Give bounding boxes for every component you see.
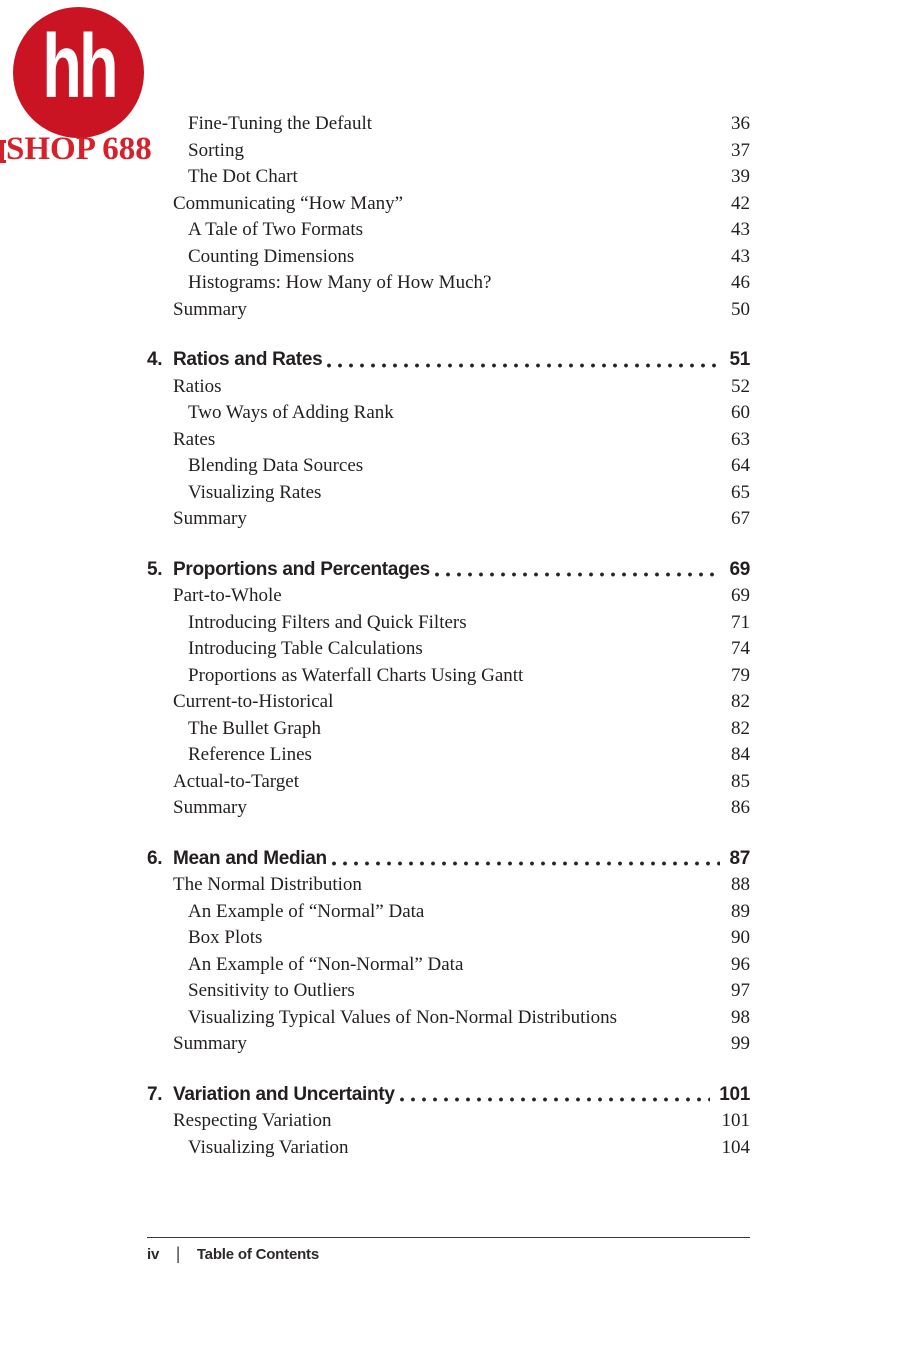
clipped-glyph [0, 140, 6, 163]
toc-entry [147, 978, 750, 1005]
toc-entry-page-number: 42 [731, 192, 750, 214]
toc-entry [147, 1135, 750, 1162]
toc-entry-page-number: 64 [731, 455, 750, 476]
folio-page-number: iv [147, 1246, 160, 1263]
toc-entry [147, 925, 750, 952]
chapter-heading [147, 1082, 750, 1109]
toc-entry-label: Reference Lines [188, 744, 312, 765]
toc-entry-label: Blending Data Sources [188, 455, 364, 476]
toc-entry [147, 636, 750, 663]
toc-entry-label: An Example of “Non-Normal” Data [188, 953, 464, 975]
footer-rule [147, 1237, 750, 1238]
chapter-heading [147, 347, 750, 374]
toc-entry-page-number: 43 [731, 245, 750, 267]
toc-entry-label: Rates [173, 428, 216, 450]
toc-entry-page-number: 89 [731, 900, 750, 922]
toc-entry-page-number: 85 [731, 770, 750, 792]
toc-entry-label: Sensitivity to Outliers [188, 980, 355, 1001]
toc-entry-label: Visualizing Typical Values of Non-Normal Distributions [188, 1006, 618, 1028]
toc-entry-page-number: 82 [731, 691, 750, 712]
toc-entry-page-number: 67 [731, 508, 750, 529]
chapter-number: 4. [147, 349, 163, 370]
toc-entry [147, 1005, 750, 1032]
toc-entry-page-number: 71 [731, 611, 750, 633]
toc-entry [147, 374, 750, 401]
toc-entry-page-number: 65 [731, 481, 750, 503]
dot-leader [327, 363, 720, 368]
logo-monogram: hh [41, 16, 116, 117]
dot-leader [332, 861, 721, 866]
toc-entry [147, 769, 750, 796]
toc-section [147, 111, 750, 323]
toc-entry [147, 1108, 750, 1135]
toc-entry-page-number: 69 [731, 585, 750, 606]
toc-entry-page-number: 63 [731, 428, 750, 450]
toc-entry-label: A Tale of Two Formats [188, 219, 364, 240]
toc-entry [147, 400, 750, 427]
toc-entry [147, 795, 750, 822]
toc-entry [147, 480, 750, 507]
toc-section [147, 846, 750, 1058]
toc-entry-page-number: 88 [731, 874, 750, 895]
dot-leader [400, 1097, 711, 1102]
toc-entry-page-number: 74 [731, 638, 750, 659]
toc-entry [147, 899, 750, 926]
dot-leader [435, 572, 721, 577]
table-of-contents [147, 111, 750, 1161]
toc-entry-label: Summary [173, 1033, 247, 1054]
toc-entry-label: The Normal Distribution [173, 874, 362, 895]
toc-entry-label: Communicating “How Many” [173, 192, 404, 214]
toc-entry-page-number: 104 [721, 1136, 750, 1158]
toc-section [147, 1082, 750, 1162]
toc-entry-page-number: 98 [731, 1006, 750, 1028]
toc-entry [147, 427, 750, 454]
chapter-page-number: 87 [729, 847, 750, 869]
toc-entry-page-number: 52 [731, 375, 750, 397]
toc-entry [147, 663, 750, 690]
footer-separator: | [176, 1244, 180, 1265]
footer-label: Table of Contents [196, 1246, 319, 1263]
toc-entry-label: Visualizing Variation [188, 1136, 349, 1158]
toc-entry-page-number: 82 [731, 717, 750, 739]
toc-entry [147, 506, 750, 533]
toc-entry-page-number: 97 [731, 980, 750, 1001]
toc-entry [147, 191, 750, 218]
toc-entry-label: Visualizing Rates [188, 481, 322, 503]
toc-entry [147, 742, 750, 769]
toc-entry-label: Part-to-Whole [173, 585, 282, 606]
toc-entry-label: Box Plots [188, 927, 263, 948]
toc-entry-page-number: 90 [731, 927, 750, 948]
toc-entry-label: Current-to-Historical [173, 691, 334, 712]
toc-entry [147, 217, 750, 244]
toc-entry-label: Sorting [188, 139, 244, 161]
toc-entry-label: The Dot Chart [188, 166, 298, 187]
toc-entry [147, 453, 750, 480]
toc-entry-label: Ratios [173, 375, 222, 397]
toc-entry [147, 583, 750, 610]
chapter-title: Mean and Median [173, 847, 327, 869]
toc-entry-label: Two Ways of Adding Rank [188, 402, 394, 423]
toc-entry-page-number: 86 [731, 797, 750, 818]
toc-entry-page-number: 36 [731, 113, 750, 134]
toc-entry-page-number: 84 [731, 744, 750, 765]
toc-entry-label: Summary [173, 797, 247, 818]
toc-entry-label: Histograms: How Many of How Much? [188, 272, 492, 293]
chapter-title: Proportions and Percentages [173, 558, 430, 580]
toc-entry-label: Introducing Filters and Quick Filters [188, 611, 467, 633]
chapter-number: 7. [147, 1083, 163, 1105]
toc-entry [147, 270, 750, 297]
toc-entry-label: The Bullet Graph [188, 717, 321, 739]
toc-entry-page-number: 50 [731, 298, 750, 320]
chapter-number: 5. [147, 558, 163, 580]
toc-entry-label: Summary [173, 508, 247, 529]
toc-entry-page-number: 96 [731, 953, 750, 975]
toc-entry [147, 952, 750, 979]
toc-entry [147, 244, 750, 271]
toc-entry-page-number: 37 [731, 139, 750, 161]
toc-entry [147, 689, 750, 716]
toc-entry-label: Summary [173, 298, 247, 320]
toc-entry [147, 164, 750, 191]
toc-entry-label: Proportions as Waterfall Charts Using Gantt [188, 664, 524, 686]
chapter-heading [147, 846, 750, 873]
chapter-title: Ratios and Rates [173, 349, 323, 370]
toc-entry-label: An Example of “Normal” Data [188, 900, 425, 922]
toc-entry [147, 297, 750, 324]
toc-entry-page-number: 79 [731, 664, 750, 686]
toc-entry-page-number: 39 [731, 166, 750, 187]
logo-caption: SHOP 688 [6, 131, 152, 167]
toc-entry-page-number: 101 [721, 1110, 750, 1131]
toc-entry-page-number: 99 [731, 1033, 750, 1054]
chapter-page-number: 69 [729, 558, 750, 580]
toc-entry-label: Introducing Table Calculations [188, 638, 423, 659]
toc-entry [147, 716, 750, 743]
toc-entry-label: Actual-to-Target [173, 770, 299, 792]
chapter-title: Variation and Uncertainty [173, 1083, 395, 1105]
toc-entry [147, 111, 750, 138]
chapter-number: 6. [147, 847, 163, 869]
toc-entry-label: Fine-Tuning the Default [188, 113, 373, 134]
toc-entry [147, 1031, 750, 1058]
logo-circle [13, 7, 144, 138]
toc-entry-label: Respecting Variation [173, 1110, 332, 1131]
toc-entry [147, 138, 750, 165]
toc-section [147, 557, 750, 822]
toc-entry [147, 872, 750, 899]
toc-entry-page-number: 46 [731, 272, 750, 293]
toc-entry-label: Counting Dimensions [188, 245, 355, 267]
toc-section [147, 347, 750, 533]
toc-entry [147, 610, 750, 637]
chapter-page-number: 101 [719, 1083, 750, 1105]
toc-entry-page-number: 60 [731, 402, 750, 423]
toc-entry-page-number: 43 [731, 219, 750, 240]
page-footer [147, 1246, 319, 1263]
chapter-page-number: 51 [729, 349, 750, 370]
chapter-heading [147, 557, 750, 584]
